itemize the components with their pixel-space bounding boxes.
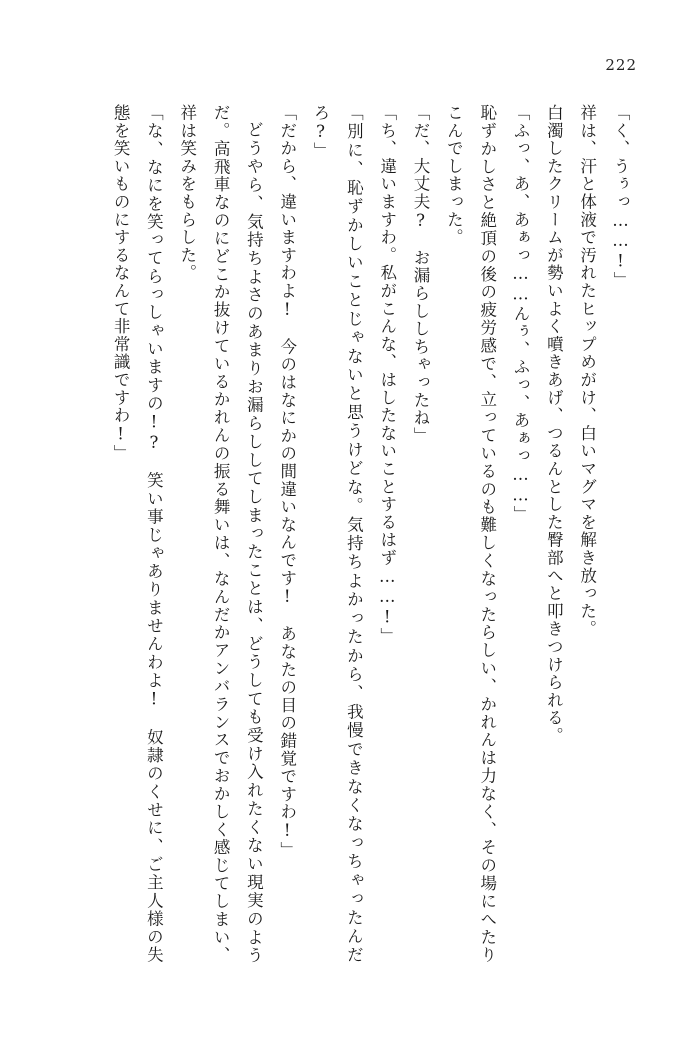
paragraph: 「な、なにを笑ってらっしゃいますの!? 笑い事じゃありませんわよ! 奴隷のくせに、ご主人様の失態を笑いものにするなんて非常識ですわ!」 (111, 104, 164, 964)
paragraph: 恥ずかしさと絶頂の後の疲労感で、立っているのも難しくなったらしい、かれんは力なく、その場にへたりこんでしまった。 (444, 104, 497, 964)
paragraph: どうやら、気持ちよさのあまりお漏らししてしまったことは、どうしても受け入れたくない現実のようだ。高飛車なのにどこか抜けているかれんの振る舞いは、なんだかアンバランスでおかしく感じてしまい、祥は笑みをもらした。 (177, 104, 264, 964)
paragraph: 「く、うぅっ……!」 (611, 104, 630, 290)
page-text-body (58, 104, 637, 964)
paragraph: 「ち、違いますわ。私がこんな、はしたないことするはず……!」 (377, 104, 397, 646)
paragraph: 「だ、大丈夫? お漏らししちゃったね」 (411, 104, 431, 445)
paragraph: 「別に、恥ずかしいことじゃないと思うけどな。気持ちよかったから、我慢できなくなっちゃったんだろ?」 (311, 104, 364, 964)
paragraph: 祥は、汗と体液で汚れたヒップめがけ、白いマグマを解き放った。 (577, 104, 597, 638)
paragraph: 「ふっ、あ、あぁっ……んぅ、ふっ、あぁっ……」 (511, 104, 531, 524)
paragraph: 「だから、違いますわよ! 今のはなにかの間違いなんです! あなたの目の錯覚ですわ!」 (277, 104, 297, 860)
page-number: 222 (605, 56, 637, 74)
paragraph: 白濁したクリームが勢いよく噴きあげ、つるんとした臀部へと叩きつけられる。 (544, 104, 564, 745)
